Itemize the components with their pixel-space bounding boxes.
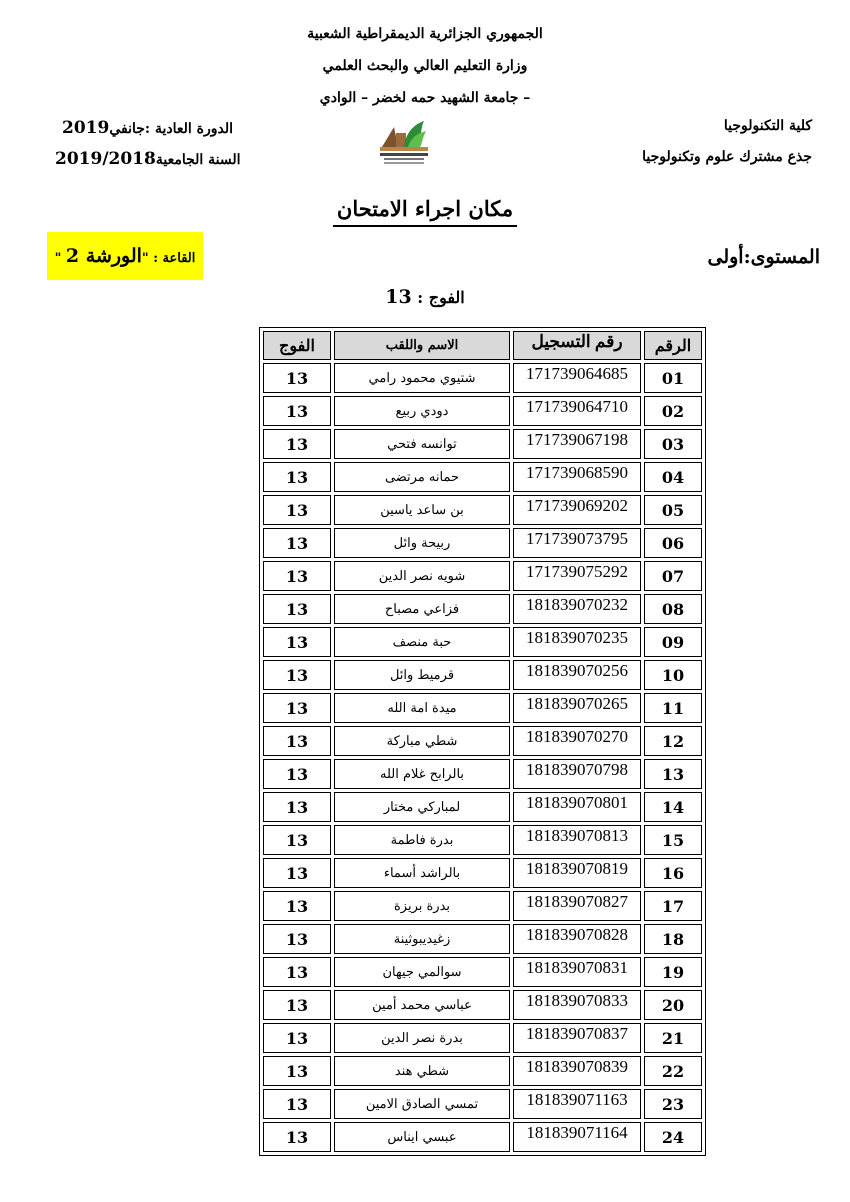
group-number: 13 bbox=[263, 825, 331, 855]
registration-number: 181839070270 bbox=[513, 726, 641, 756]
table-row bbox=[263, 561, 702, 591]
registration-number: 181839071163 bbox=[513, 1089, 641, 1119]
session-label: الدورة العادية :جانفي bbox=[109, 121, 233, 137]
row-index: 18 bbox=[644, 924, 702, 954]
row-index: 21 bbox=[644, 1023, 702, 1053]
group-number: 13 bbox=[263, 1122, 331, 1152]
registration-number: 171739069202 bbox=[513, 495, 641, 525]
registration-number: 181839070813 bbox=[513, 825, 641, 855]
table-row bbox=[263, 660, 702, 690]
registration-number: 171739064685 bbox=[513, 363, 641, 393]
student-name: ربيحة وائل bbox=[334, 528, 510, 558]
row-index: 14 bbox=[644, 792, 702, 822]
university-logo-icon bbox=[376, 117, 432, 167]
row-index: 15 bbox=[644, 825, 702, 855]
group-number: 13 bbox=[263, 792, 331, 822]
hall-label: القاعة : " bbox=[141, 251, 196, 266]
table-row bbox=[263, 726, 702, 756]
row-index: 16 bbox=[644, 858, 702, 888]
table-row bbox=[263, 594, 702, 624]
group-number: 13 bbox=[263, 660, 331, 690]
student-name: بالرابح غلام الله bbox=[334, 759, 510, 789]
student-name: شويه نصر الدين bbox=[334, 561, 510, 591]
table-row bbox=[263, 792, 702, 822]
student-name: تمسي الصادق الامين bbox=[334, 1089, 510, 1119]
student-name: فزاعي مصباح bbox=[334, 594, 510, 624]
student-name: قرميط وائل bbox=[334, 660, 510, 690]
registration-number: 171739073795 bbox=[513, 528, 641, 558]
table-header-row bbox=[263, 331, 702, 360]
hall-badge bbox=[47, 232, 203, 280]
row-index: 20 bbox=[644, 990, 702, 1020]
table-row bbox=[263, 891, 702, 921]
group-number: 13 bbox=[263, 858, 331, 888]
group-number: 13 bbox=[263, 363, 331, 393]
ministry-header: وزارة التعليم العالي والبحث العلمي bbox=[322, 58, 528, 74]
branch-name: جذع مشترك علوم وتكنولوجيا bbox=[642, 149, 812, 165]
academic-year bbox=[55, 149, 241, 169]
row-index: 02 bbox=[644, 396, 702, 426]
student-name: توانسه فتحي bbox=[334, 429, 510, 459]
group-number: 13 bbox=[263, 990, 331, 1020]
group-number: 13 bbox=[263, 1056, 331, 1086]
table-row bbox=[263, 429, 702, 459]
row-index: 08 bbox=[644, 594, 702, 624]
student-name: شطي هند bbox=[334, 1056, 510, 1086]
registration-number: 171739068590 bbox=[513, 462, 641, 492]
student-name: حبة منصف bbox=[334, 627, 510, 657]
group-number: 13 bbox=[263, 1089, 331, 1119]
group-number: 13 bbox=[263, 693, 331, 723]
row-index: 17 bbox=[644, 891, 702, 921]
student-name: لمباركي مختار bbox=[334, 792, 510, 822]
student-name: حمانه مرتضى bbox=[334, 462, 510, 492]
registration-number: 171739067198 bbox=[513, 429, 641, 459]
row-index: 03 bbox=[644, 429, 702, 459]
group-number: 13 bbox=[263, 396, 331, 426]
row-index: 05 bbox=[644, 495, 702, 525]
row-index: 09 bbox=[644, 627, 702, 657]
university-header: جامعة الشهيد حمه لخضر – الوادي – bbox=[319, 90, 531, 106]
table-row bbox=[263, 1122, 702, 1152]
student-name: بدرة فاطمة bbox=[334, 825, 510, 855]
registration-number: 181839070235 bbox=[513, 627, 641, 657]
table-row bbox=[263, 990, 702, 1020]
registration-number: 171739075292 bbox=[513, 561, 641, 591]
registration-number: 181839070839 bbox=[513, 1056, 641, 1086]
student-name: بن ساعد ياسين bbox=[334, 495, 510, 525]
session-year: 2019 bbox=[62, 118, 110, 138]
level-label: المستوى:أولى bbox=[707, 246, 820, 268]
faculty-name: كلية التكنولوجيا bbox=[723, 118, 812, 134]
student-name: دودي ربيع bbox=[334, 396, 510, 426]
student-name: عبسي ايناس bbox=[334, 1122, 510, 1152]
registration-number: 181839070232 bbox=[513, 594, 641, 624]
registration-number: 181839071164 bbox=[513, 1122, 641, 1152]
exam-session bbox=[62, 118, 233, 138]
header-name: الاسم واللقب bbox=[334, 331, 510, 360]
registration-number: 181839070819 bbox=[513, 858, 641, 888]
registration-number: 181839070837 bbox=[513, 1023, 641, 1053]
country-header: الجمهوري الجزائرية الديمقراطية الشعبية bbox=[307, 26, 543, 42]
group-number: 13 bbox=[263, 429, 331, 459]
registration-number: 181839070833 bbox=[513, 990, 641, 1020]
hall-name: الورشة 2 bbox=[65, 245, 142, 267]
student-name: عباسي محمد أمين bbox=[334, 990, 510, 1020]
registration-number: 181839070831 bbox=[513, 957, 641, 987]
header-registration: رقم التسجيل bbox=[513, 331, 641, 360]
group-number: 13 bbox=[263, 891, 331, 921]
table-row bbox=[263, 924, 702, 954]
table-row bbox=[263, 528, 702, 558]
group-number: 13 bbox=[263, 1023, 331, 1053]
row-index: 04 bbox=[644, 462, 702, 492]
page-title: مكان اجراء الامتحان bbox=[0, 196, 850, 227]
table-row bbox=[263, 363, 702, 393]
registration-number: 181839070828 bbox=[513, 924, 641, 954]
group-number: 13 bbox=[263, 759, 331, 789]
group-number: 13 bbox=[263, 924, 331, 954]
student-name: بدرة نصر الدين bbox=[334, 1023, 510, 1053]
group-value: 13 bbox=[385, 286, 412, 308]
group-number: 13 bbox=[263, 462, 331, 492]
student-name: شطي مباركة bbox=[334, 726, 510, 756]
row-index: 12 bbox=[644, 726, 702, 756]
registration-number: 181839070801 bbox=[513, 792, 641, 822]
group-number: 13 bbox=[263, 726, 331, 756]
hall-close-quote: " bbox=[54, 251, 62, 266]
table-row bbox=[263, 693, 702, 723]
group-line bbox=[0, 286, 850, 308]
group-number: 13 bbox=[263, 957, 331, 987]
row-index: 11 bbox=[644, 693, 702, 723]
students-table bbox=[259, 327, 706, 1156]
row-index: 19 bbox=[644, 957, 702, 987]
group-number: 13 bbox=[263, 594, 331, 624]
registration-number: 181839070265 bbox=[513, 693, 641, 723]
table-row bbox=[263, 957, 702, 987]
table-row bbox=[263, 396, 702, 426]
row-index: 07 bbox=[644, 561, 702, 591]
row-index: 06 bbox=[644, 528, 702, 558]
row-index: 24 bbox=[644, 1122, 702, 1152]
group-number: 13 bbox=[263, 528, 331, 558]
header-index: الرقم bbox=[644, 331, 702, 360]
student-name: سوالمي جيهان bbox=[334, 957, 510, 987]
header-group: الفوج bbox=[263, 331, 331, 360]
table-row bbox=[263, 462, 702, 492]
group-number: 13 bbox=[263, 627, 331, 657]
group-label: الفوج : bbox=[417, 288, 465, 307]
row-index: 01 bbox=[644, 363, 702, 393]
row-index: 13 bbox=[644, 759, 702, 789]
row-index: 10 bbox=[644, 660, 702, 690]
student-name: بالراشد أسماء bbox=[334, 858, 510, 888]
group-number: 13 bbox=[263, 495, 331, 525]
academic-year-label: السنة الجامعية bbox=[155, 152, 241, 168]
table-row bbox=[263, 1023, 702, 1053]
row-index: 22 bbox=[644, 1056, 702, 1086]
academic-year-value: 2019/2018 bbox=[55, 149, 156, 169]
student-name: بدرة بريزة bbox=[334, 891, 510, 921]
registration-number: 181839070256 bbox=[513, 660, 641, 690]
group-number: 13 bbox=[263, 561, 331, 591]
student-name: شتيوي محمود رامي bbox=[334, 363, 510, 393]
row-index: 23 bbox=[644, 1089, 702, 1119]
student-name: زغيديبوثينة bbox=[334, 924, 510, 954]
registration-number: 171739064710 bbox=[513, 396, 641, 426]
table-row bbox=[263, 759, 702, 789]
registration-number: 181839070798 bbox=[513, 759, 641, 789]
table-row bbox=[263, 825, 702, 855]
table-row bbox=[263, 627, 702, 657]
table-row bbox=[263, 858, 702, 888]
table-row bbox=[263, 1056, 702, 1086]
table-row bbox=[263, 495, 702, 525]
registration-number: 181839070827 bbox=[513, 891, 641, 921]
table-row bbox=[263, 1089, 702, 1119]
student-name: ميدة امة الله bbox=[334, 693, 510, 723]
